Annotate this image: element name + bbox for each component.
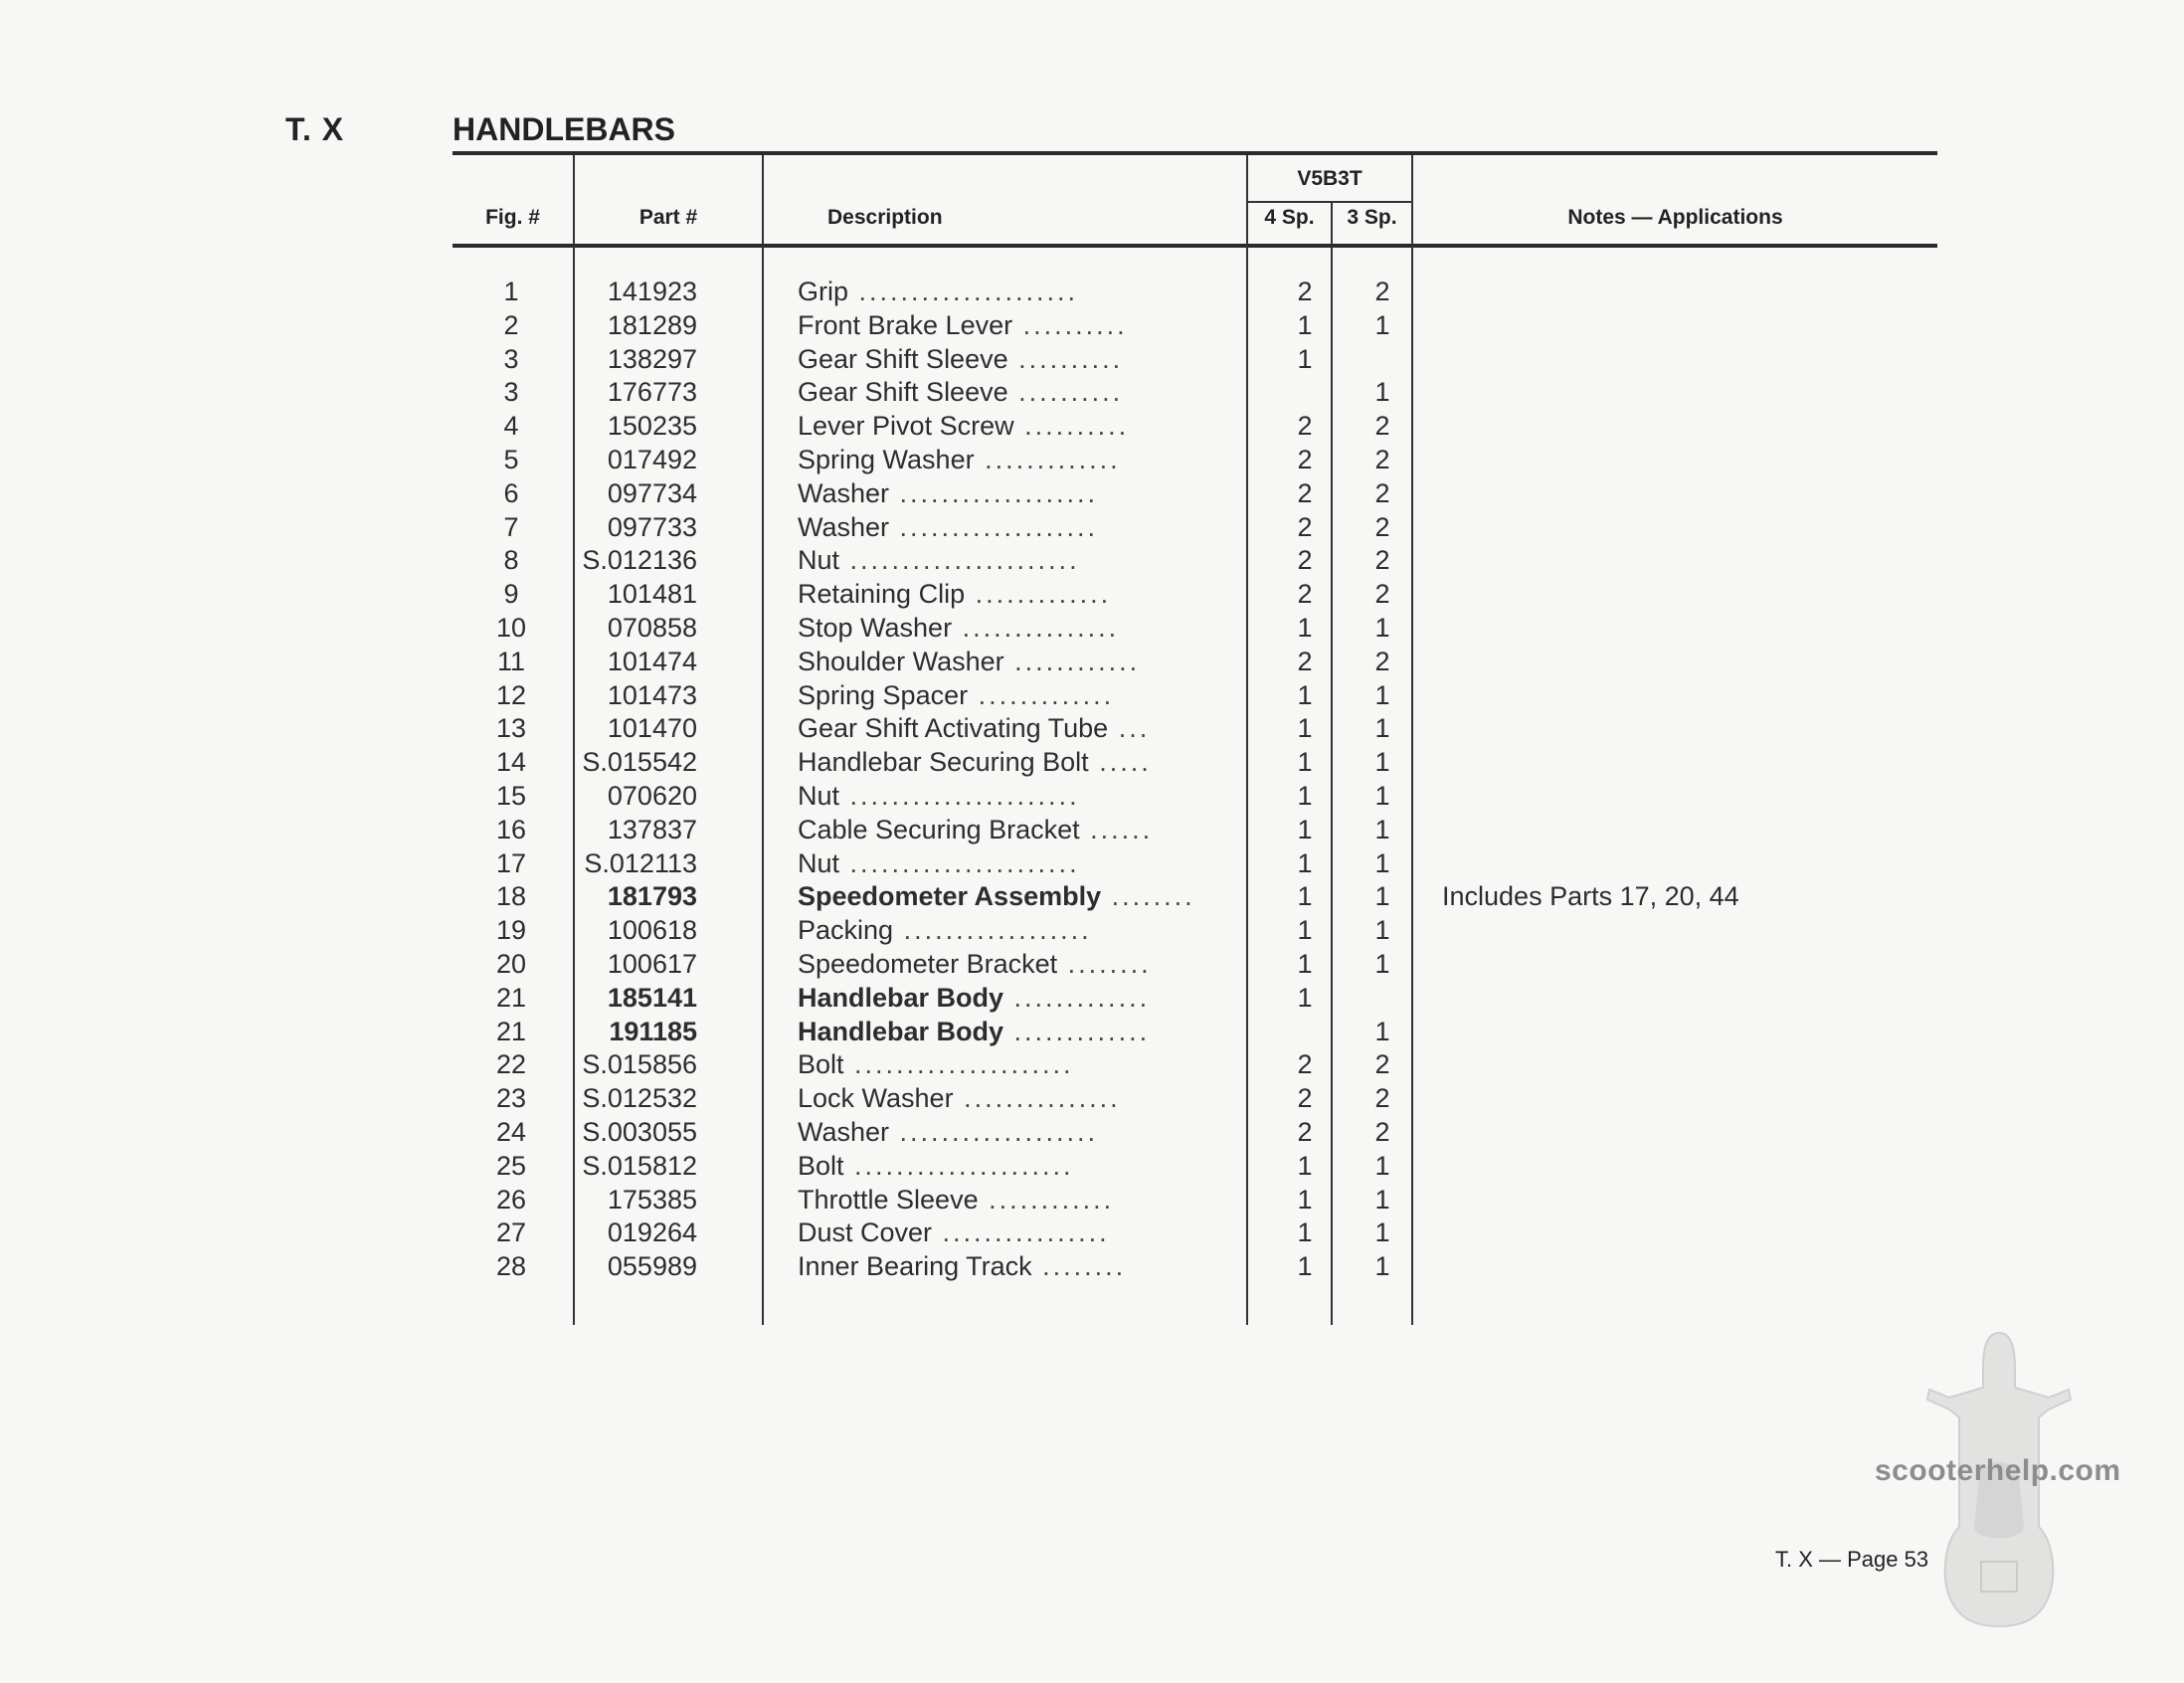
qty-4-speed: 1	[1297, 747, 1313, 778]
dot-leader: .............	[974, 445, 1121, 474]
description-cell	[798, 512, 1245, 543]
description-text: Packing	[798, 915, 894, 946]
header-3-speed: 3 Sp.	[1347, 206, 1397, 229]
table-row	[453, 983, 1937, 1017]
table-row	[453, 1217, 1937, 1251]
header-description: Description	[827, 206, 943, 229]
model-group-divider	[1246, 201, 1413, 203]
description-cell	[798, 815, 1245, 845]
description-cell	[798, 310, 1245, 341]
fig-number: 28	[495, 1251, 527, 1282]
part-number: 070858	[607, 613, 697, 643]
dot-leader: .....................	[843, 1049, 1074, 1080]
fig-number: 2	[503, 309, 519, 340]
part-number: 019264	[607, 1217, 697, 1248]
description-text: Spring Spacer	[798, 679, 969, 710]
description-cell	[798, 1151, 1245, 1182]
fig-number: 15	[495, 781, 527, 811]
table-row	[453, 1049, 1937, 1083]
qty-3-speed: 2	[1374, 445, 1390, 474]
qty-4-speed: 2	[1297, 445, 1313, 474]
table-row	[453, 545, 1937, 579]
fig-number: 4	[503, 411, 519, 442]
fig-number: 16	[495, 814, 527, 844]
qty-4-speed: 2	[1297, 1049, 1313, 1080]
table-row	[453, 579, 1937, 613]
part-number: S.012113	[584, 847, 697, 878]
table-row	[453, 1251, 1937, 1285]
description-cell	[798, 411, 1245, 442]
dot-leader: .............	[965, 579, 1112, 610]
header-notes: Notes — Applications	[1567, 206, 1783, 229]
qty-4-speed: 1	[1297, 781, 1313, 811]
description-text: Grip	[798, 277, 849, 306]
fig-number: 27	[495, 1217, 527, 1248]
description-text: Handlebar Securing Bolt	[798, 747, 1089, 778]
fig-number: 3	[503, 377, 519, 408]
dot-leader: .....................	[848, 277, 1079, 306]
description-cell	[798, 1049, 1245, 1080]
qty-4-speed: 1	[1297, 1251, 1313, 1282]
description-cell	[798, 445, 1245, 475]
qty-4-speed: 1	[1297, 1184, 1313, 1215]
fig-number: 10	[495, 613, 527, 643]
description-cell	[798, 1185, 1245, 1216]
qty-4-speed: 2	[1297, 1117, 1313, 1147]
dot-leader: ......................	[839, 545, 1080, 576]
qty-4-speed: 1	[1297, 613, 1313, 643]
dot-leader: ..........	[1012, 309, 1128, 340]
qty-3-speed: 1	[1374, 781, 1390, 811]
table-row	[453, 949, 1937, 983]
qty-3-speed: 1	[1374, 915, 1390, 946]
header-4-speed: 4 Sp.	[1264, 206, 1315, 229]
qty-4-speed: 1	[1297, 1150, 1313, 1181]
qty-3-speed: 1	[1374, 747, 1390, 778]
qty-4-speed: 1	[1297, 881, 1313, 912]
table-row	[453, 1117, 1937, 1151]
header-part: Part #	[638, 206, 698, 229]
qty-4-speed: 1	[1297, 343, 1313, 374]
dot-leader: ...............	[952, 613, 1120, 643]
dot-leader: ...................	[889, 477, 1099, 508]
part-number: 101474	[607, 646, 697, 676]
qty-3-speed: 1	[1374, 814, 1390, 844]
dot-leader: ............	[978, 1184, 1115, 1215]
part-number: 137837	[607, 814, 697, 844]
description-cell	[798, 579, 1245, 610]
qty-4-speed: 1	[1297, 309, 1313, 340]
part-number: 175385	[607, 1184, 697, 1215]
qty-3-speed: 1	[1374, 881, 1390, 912]
description-text: Lever Pivot Screw	[798, 411, 1014, 442]
qty-3-speed: 2	[1374, 545, 1390, 576]
part-number: 101470	[607, 713, 697, 744]
watermark-text: scooterhelp.com	[1875, 1454, 2121, 1487]
description-text: Washer	[798, 1117, 890, 1147]
header-fig: Fig. #	[485, 206, 540, 229]
description-text: Inner Bearing Track	[798, 1251, 1032, 1282]
table-row	[453, 881, 1937, 915]
description-cell	[798, 881, 1245, 912]
qty-3-speed: 1	[1374, 1016, 1390, 1046]
qty-3-speed: 1	[1374, 1150, 1390, 1181]
fig-number: 11	[496, 646, 526, 676]
fig-number: 24	[495, 1117, 527, 1147]
description-text: Bolt	[798, 1049, 844, 1080]
description-cell	[798, 377, 1245, 408]
description-cell	[798, 478, 1245, 509]
part-number: 181793	[607, 881, 697, 912]
table-row	[453, 680, 1937, 714]
qty-3-speed: 1	[1374, 713, 1390, 744]
qty-4-speed: 2	[1297, 545, 1313, 576]
description-cell	[798, 1117, 1245, 1148]
description-text: Speedometer Bracket	[798, 949, 1058, 979]
table-row	[453, 277, 1937, 310]
dot-leader: ................	[932, 1217, 1110, 1248]
dot-leader: ...................	[889, 1117, 1099, 1147]
part-number: S.012136	[582, 545, 697, 576]
notes-cell: Includes Parts 17, 20, 44	[1442, 881, 1739, 912]
description-text: Lock Washer	[798, 1083, 954, 1114]
description-cell	[798, 277, 1245, 307]
qty-3-speed: 1	[1374, 613, 1390, 643]
qty-4-speed: 1	[1297, 814, 1313, 844]
qty-4-speed: 1	[1297, 949, 1313, 979]
description-cell	[798, 647, 1245, 677]
fig-number: 12	[495, 679, 527, 710]
table-row	[453, 647, 1937, 680]
fig-number: 3	[503, 343, 519, 374]
qty-4-speed: 2	[1297, 277, 1313, 306]
qty-3-speed: 1	[1374, 377, 1390, 408]
description-text: Handlebar Body	[798, 1016, 1004, 1046]
dot-leader: .............	[968, 679, 1115, 710]
table-row	[453, 815, 1937, 848]
part-number: 138297	[607, 343, 697, 374]
dot-leader: ...	[1108, 713, 1151, 744]
header-bottom-rule	[453, 244, 1937, 248]
dot-leader: ......................	[839, 781, 1080, 811]
part-number: 185141	[607, 982, 697, 1013]
description-text: Shoulder Washer	[798, 646, 1004, 676]
fig-number: 5	[503, 445, 519, 474]
fig-number: 20	[495, 949, 527, 979]
qty-3-speed: 2	[1374, 579, 1390, 610]
description-text: Dust Cover	[798, 1217, 933, 1248]
fig-number: 8	[503, 545, 519, 576]
description-cell	[798, 747, 1245, 778]
description-text: Retaining Clip	[798, 579, 966, 610]
description-text: Gear Shift Activating Tube	[798, 713, 1109, 744]
part-number: 097734	[607, 477, 697, 508]
description-cell	[798, 781, 1245, 812]
description-cell	[798, 1017, 1245, 1047]
qty-3-speed: 2	[1374, 646, 1390, 676]
dot-leader: .............	[1003, 1016, 1151, 1046]
fig-number: 9	[503, 579, 519, 610]
description-text: Cable Securing Bracket	[798, 814, 1080, 844]
description-cell	[798, 949, 1245, 980]
dot-leader: .....	[1088, 747, 1152, 778]
header-model-group: V5B3T	[1297, 167, 1363, 190]
fig-number: 22	[495, 1049, 527, 1080]
part-number: 070620	[607, 781, 697, 811]
table-row	[453, 1185, 1937, 1218]
dot-leader: ..........	[1013, 411, 1130, 442]
table-row	[453, 478, 1937, 512]
table-row	[453, 1017, 1937, 1050]
table-row	[453, 512, 1937, 546]
description-text: Nut	[798, 847, 840, 878]
dot-leader: ..................	[893, 915, 1092, 946]
description-text: Handlebar Body	[798, 982, 1004, 1013]
description-text: Stop Washer	[798, 613, 953, 643]
fig-number: 19	[495, 915, 527, 946]
table-row	[453, 848, 1937, 882]
table-row	[453, 445, 1937, 478]
page-number: T. X — Page 53	[1775, 1547, 1929, 1572]
description-cell	[798, 1217, 1245, 1248]
dot-leader: ............	[1003, 646, 1141, 676]
table-row	[453, 1083, 1937, 1117]
fig-number: 18	[495, 881, 527, 912]
part-number: S.003055	[582, 1117, 697, 1147]
description-cell	[798, 613, 1245, 644]
table-row	[453, 377, 1937, 411]
dot-leader: ..........	[1007, 343, 1124, 374]
dot-leader: ...............	[953, 1083, 1121, 1114]
description-text: Nut	[798, 781, 840, 811]
fig-number: 14	[495, 747, 527, 778]
qty-4-speed: 1	[1297, 847, 1313, 878]
table-row	[453, 781, 1937, 815]
part-number: 101473	[607, 679, 697, 710]
table-row	[453, 1151, 1937, 1185]
table-row	[453, 915, 1937, 949]
fig-number: 17	[495, 847, 527, 878]
table-row	[453, 310, 1937, 344]
qty-3-speed: 2	[1374, 1049, 1390, 1080]
description-text: Gear Shift Sleeve	[798, 343, 1008, 374]
fig-number: 26	[495, 1184, 527, 1215]
fig-number: 23	[495, 1083, 527, 1114]
dot-leader: ........	[1101, 881, 1195, 912]
part-number: 097733	[607, 511, 697, 542]
part-number: 150235	[607, 411, 697, 442]
table-row	[453, 713, 1937, 747]
fig-number: 21	[495, 1016, 527, 1046]
dot-leader: ...................	[889, 511, 1099, 542]
part-number: 100617	[607, 949, 697, 979]
section-code: T. X	[285, 111, 345, 147]
description-cell	[798, 1083, 1245, 1114]
description-text: Throttle Sleeve	[798, 1184, 979, 1215]
qty-3-speed: 1	[1374, 949, 1390, 979]
fig-number: 7	[503, 511, 519, 542]
description-cell	[798, 1251, 1245, 1282]
qty-3-speed: 1	[1374, 1184, 1390, 1215]
dot-leader: .............	[1003, 982, 1151, 1013]
dot-leader: ......................	[839, 847, 1080, 878]
qty-3-speed: 2	[1374, 1117, 1390, 1147]
description-text: Washer	[798, 511, 890, 542]
description-cell	[798, 680, 1245, 711]
qty-4-speed: 1	[1297, 679, 1313, 710]
qty-3-speed: 2	[1374, 477, 1390, 508]
description-cell	[798, 983, 1245, 1014]
qty-3-speed: 1	[1374, 679, 1390, 710]
description-cell	[798, 848, 1245, 879]
qty-4-speed: 2	[1297, 1083, 1313, 1114]
dot-leader: ......	[1079, 814, 1154, 844]
description-cell	[798, 545, 1245, 576]
description-text: Nut	[798, 545, 840, 576]
part-number: 017492	[607, 445, 697, 474]
qty-3-speed: 2	[1374, 511, 1390, 542]
description-text: Gear Shift Sleeve	[798, 377, 1008, 408]
description-text: Bolt	[798, 1150, 844, 1181]
description-text: Front Brake Lever	[798, 309, 1013, 340]
qty-3-speed: 2	[1374, 277, 1390, 306]
part-number: S.012532	[582, 1083, 697, 1114]
part-number: 101481	[607, 579, 697, 610]
qty-4-speed: 2	[1297, 646, 1313, 676]
part-number: 191185	[609, 1016, 697, 1046]
description-text: Speedometer Assembly	[798, 881, 1102, 912]
description-text: Spring Washer	[798, 445, 975, 474]
part-number: 100618	[607, 915, 697, 946]
part-number: S.015542	[582, 747, 697, 778]
description-cell	[798, 915, 1245, 946]
qty-4-speed: 1	[1297, 713, 1313, 744]
qty-4-speed: 1	[1297, 915, 1313, 946]
part-number: 181289	[607, 309, 697, 340]
part-number: S.015856	[582, 1049, 697, 1080]
dot-leader: ........	[1031, 1251, 1127, 1282]
qty-4-speed: 1	[1297, 982, 1313, 1013]
qty-3-speed: 1	[1374, 1217, 1390, 1248]
fig-number: 25	[495, 1150, 527, 1181]
qty-4-speed: 2	[1297, 579, 1313, 610]
part-number: 141923	[607, 277, 697, 306]
qty-4-speed: 2	[1297, 477, 1313, 508]
qty-3-speed: 1	[1374, 847, 1390, 878]
fig-number: 13	[495, 713, 527, 744]
qty-3-speed: 2	[1374, 1083, 1390, 1114]
qty-4-speed: 2	[1297, 411, 1313, 442]
fig-number: 21	[495, 982, 527, 1013]
qty-4-speed: 1	[1297, 1217, 1313, 1248]
dot-leader: .....................	[843, 1150, 1074, 1181]
table-row	[453, 747, 1937, 781]
part-number: S.015812	[582, 1150, 697, 1181]
qty-4-speed: 2	[1297, 511, 1313, 542]
description-text: Washer	[798, 477, 890, 508]
table-row	[453, 411, 1937, 445]
dot-leader: ........	[1057, 949, 1152, 979]
table-top-rule	[453, 151, 1937, 155]
part-number: 176773	[607, 377, 697, 408]
qty-3-speed: 1	[1374, 309, 1390, 340]
table-row	[453, 344, 1937, 378]
page-title: HANDLEBARS	[453, 111, 675, 147]
dot-leader: ..........	[1007, 377, 1124, 408]
description-cell	[798, 713, 1245, 744]
part-number: 055989	[607, 1251, 697, 1282]
description-cell	[798, 344, 1245, 375]
qty-3-speed: 1	[1374, 1251, 1390, 1282]
fig-number: 1	[503, 277, 519, 306]
qty-3-speed: 2	[1374, 411, 1390, 442]
table-row	[453, 613, 1937, 647]
fig-number: 6	[503, 477, 519, 508]
